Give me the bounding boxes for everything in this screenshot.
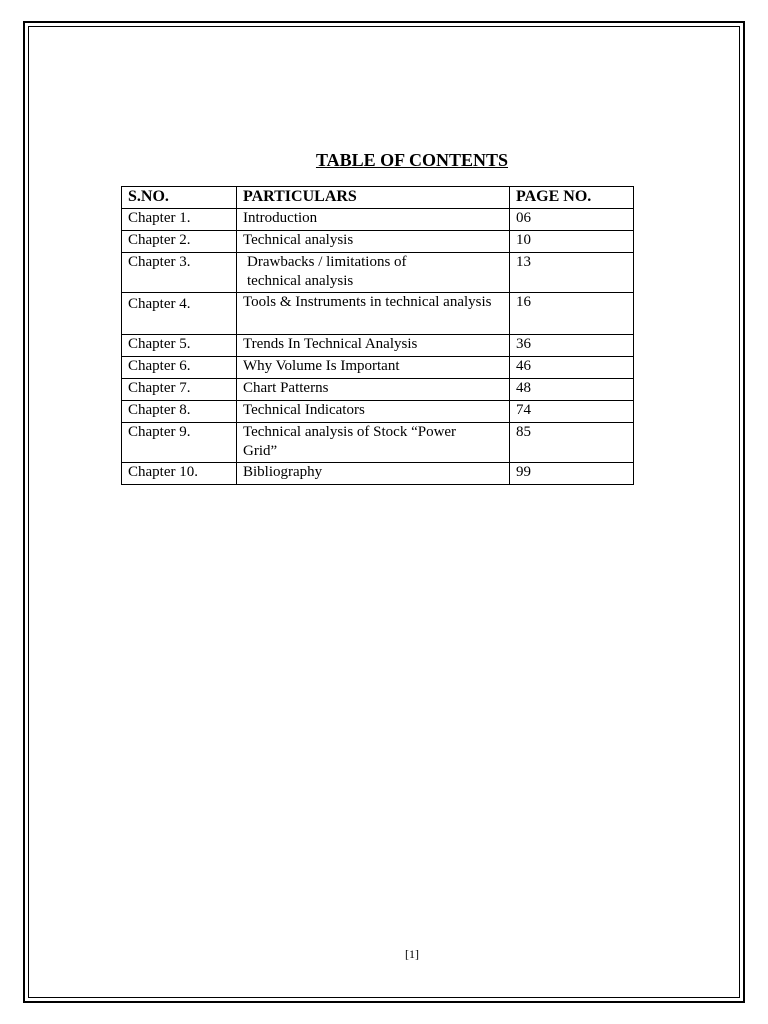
row-particular: Trends In Technical Analysis	[237, 335, 510, 357]
row-sno: Chapter 10.	[122, 463, 237, 485]
row-sno: Chapter 2.	[122, 231, 237, 253]
row-particular: Drawbacks / limitations of technical analysis	[237, 253, 510, 293]
row-particular: Technical Indicators	[237, 401, 510, 423]
row-sno: Chapter 4.	[122, 293, 237, 335]
page-border-inner	[28, 26, 740, 998]
row-sno: Chapter 7.	[122, 379, 237, 401]
row-page: 06	[510, 209, 634, 231]
row-particular: Bibliography	[237, 463, 510, 485]
row-page: 48	[510, 379, 634, 401]
row-page: 74	[510, 401, 634, 423]
table-row	[122, 357, 634, 379]
table-row	[122, 401, 634, 423]
header-particulars: PARTICULARS	[237, 187, 510, 209]
row-particular: Tools & Instruments in technical analysis	[237, 293, 510, 335]
table-header-row	[122, 187, 634, 209]
row-particular: Chart Patterns	[237, 379, 510, 401]
table-row	[122, 335, 634, 357]
table-row	[122, 379, 634, 401]
row-page: 16	[510, 293, 634, 335]
table-row	[122, 231, 634, 253]
table-row	[122, 423, 634, 463]
row-sno: Chapter 6.	[122, 357, 237, 379]
table-row	[122, 293, 634, 335]
row-page: 85	[510, 423, 634, 463]
header-page-no: PAGE NO.	[510, 187, 634, 209]
row-page: 36	[510, 335, 634, 357]
row-page: 10	[510, 231, 634, 253]
row-page: 99	[510, 463, 634, 485]
table-row	[122, 253, 634, 293]
row-particular: Technical analysis	[237, 231, 510, 253]
table-row	[122, 463, 634, 485]
row-sno: Chapter 5.	[122, 335, 237, 357]
toc-table	[121, 186, 634, 485]
row-sno: Chapter 1.	[122, 209, 237, 231]
row-page: 13	[510, 253, 634, 293]
row-page: 46	[510, 357, 634, 379]
page-title: TABLE OF CONTENTS	[315, 150, 509, 170]
row-sno: Chapter 3.	[122, 253, 237, 293]
header-sno: S.NO.	[122, 187, 237, 209]
row-particular: Introduction	[237, 209, 510, 231]
page-number: [1]	[405, 947, 419, 961]
row-sno: Chapter 8.	[122, 401, 237, 423]
row-particular: Why Volume Is Important	[237, 357, 510, 379]
row-particular: Technical analysis of Stock “Power Grid”	[237, 423, 510, 463]
row-sno: Chapter 9.	[122, 423, 237, 463]
table-row	[122, 209, 634, 231]
